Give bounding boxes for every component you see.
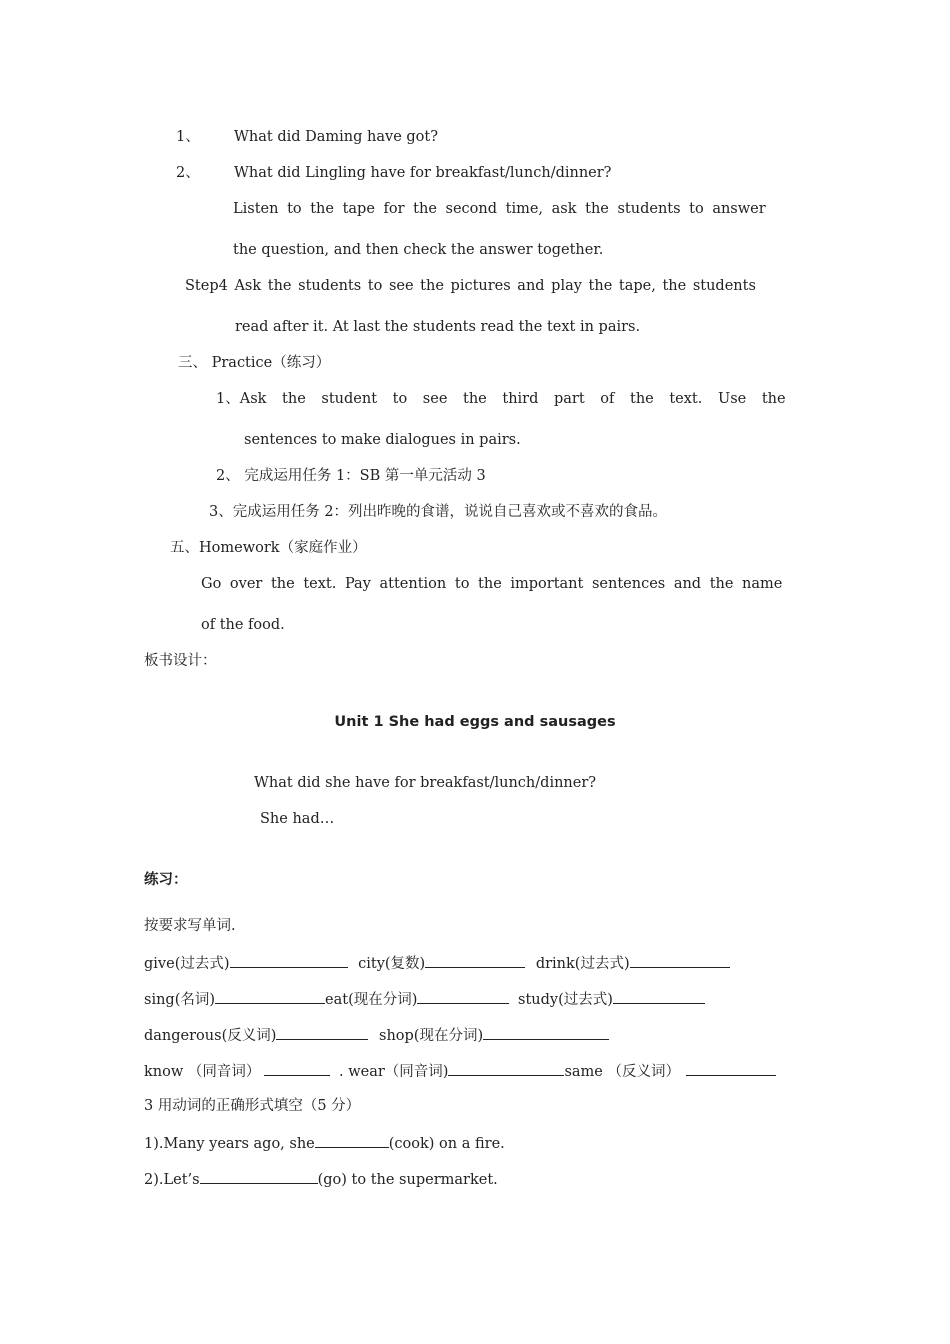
answer-blank[interactable] [276, 1024, 368, 1040]
answer-blank[interactable] [200, 1168, 318, 1184]
exercise-heading: 练习： [144, 872, 188, 888]
step4-line-1: Step4 Ask the students to see the pictures and play the tape, the students [185, 278, 756, 294]
answer-blank[interactable] [215, 988, 325, 1004]
answer-blank[interactable] [315, 1132, 389, 1148]
answer-blank[interactable] [230, 952, 348, 968]
question-1-number: 1、 [176, 129, 200, 145]
fill-in-sentence-2 [144, 1168, 498, 1190]
word-task-label: same （反义词） [564, 1064, 680, 1080]
fill-in-sentence-1 [144, 1132, 505, 1154]
homework-line-1: Go over the text. Pay attention to the important sentences and the name [201, 576, 783, 592]
answer-blank[interactable] [417, 988, 509, 1004]
word-task-label: give(过去式) [144, 956, 230, 972]
homework-heading: 五、Homework（家庭作业） [170, 540, 367, 556]
listen-instruction-line-2: the question, and then check the answer together. [233, 242, 604, 258]
answer-blank[interactable] [630, 952, 730, 968]
answer-blank[interactable] [686, 1060, 776, 1076]
word-task-row-4 [144, 1060, 776, 1082]
board-question: What did she have for breakfast/lunch/dinner? [254, 775, 597, 791]
answer-blank[interactable] [264, 1060, 330, 1076]
answer-blank[interactable] [613, 988, 705, 1004]
word-task-label: shop(现在分词) [379, 1028, 484, 1044]
board-answer: She had… [260, 811, 335, 827]
board-heading: 板书设计： [144, 653, 217, 669]
word-task-row-3 [144, 1024, 609, 1046]
word-task-label: drink(过去式) [535, 956, 630, 972]
answer-blank[interactable] [425, 952, 525, 968]
step4-line-2: read after it. At last the students read the text in pairs. [235, 319, 641, 335]
question-1-text: What did Daming have got? [234, 129, 438, 145]
word-task-label: study(过去式) [518, 992, 613, 1008]
exercise-instruction: 按要求写单词. [144, 918, 236, 934]
board-title: Unit 1 She had eggs and sausages [334, 714, 616, 730]
practice-item-1-line-1: 1、Ask the student to see the third part of the text. Use the [216, 391, 786, 407]
sentence-text: (cook) on a fire. [388, 1136, 505, 1152]
word-task-row-2 [144, 988, 705, 1010]
word-task-label: city(复数) [358, 956, 426, 972]
word-task-label: . wear（同音词) [338, 1064, 449, 1080]
practice-item-2: 2、 完成运用任务 1：SB 第一单元活动 3 [216, 468, 486, 484]
sentence-text: 2).Let’s [144, 1172, 200, 1188]
question-2-text: What did Lingling have for breakfast/lunch/dinner? [234, 165, 612, 181]
word-task-label: sing(名词) [144, 992, 216, 1008]
practice-item-1-line-2: sentences to make dialogues in pairs. [244, 432, 521, 448]
listen-instruction-line-1: Listen to the tape for the second time, ask the students to answer [233, 201, 766, 217]
word-task-row-1 [144, 952, 730, 974]
sentence-text: (go) to the supermarket. [317, 1172, 498, 1188]
answer-blank[interactable] [448, 1060, 564, 1076]
word-task-label: know （同音词） [144, 1064, 261, 1080]
question-2-number: 2、 [176, 165, 200, 181]
answer-blank[interactable] [483, 1024, 609, 1040]
practice-item-3: 3、完成运用任务 2：列出昨晚的食谱，说说自己喜欢或不喜欢的食品。 [209, 504, 668, 520]
section-3-heading: 3 用动词的正确形式填空（5 分） [144, 1098, 361, 1114]
homework-line-2: of the food. [201, 617, 285, 633]
word-task-label: dangerous(反义词) [144, 1028, 277, 1044]
sentence-text: 1).Many years ago, she [144, 1136, 315, 1152]
practice-heading: 三、 Practice（练习） [178, 355, 331, 371]
word-task-label: eat(现在分词) [325, 992, 418, 1008]
